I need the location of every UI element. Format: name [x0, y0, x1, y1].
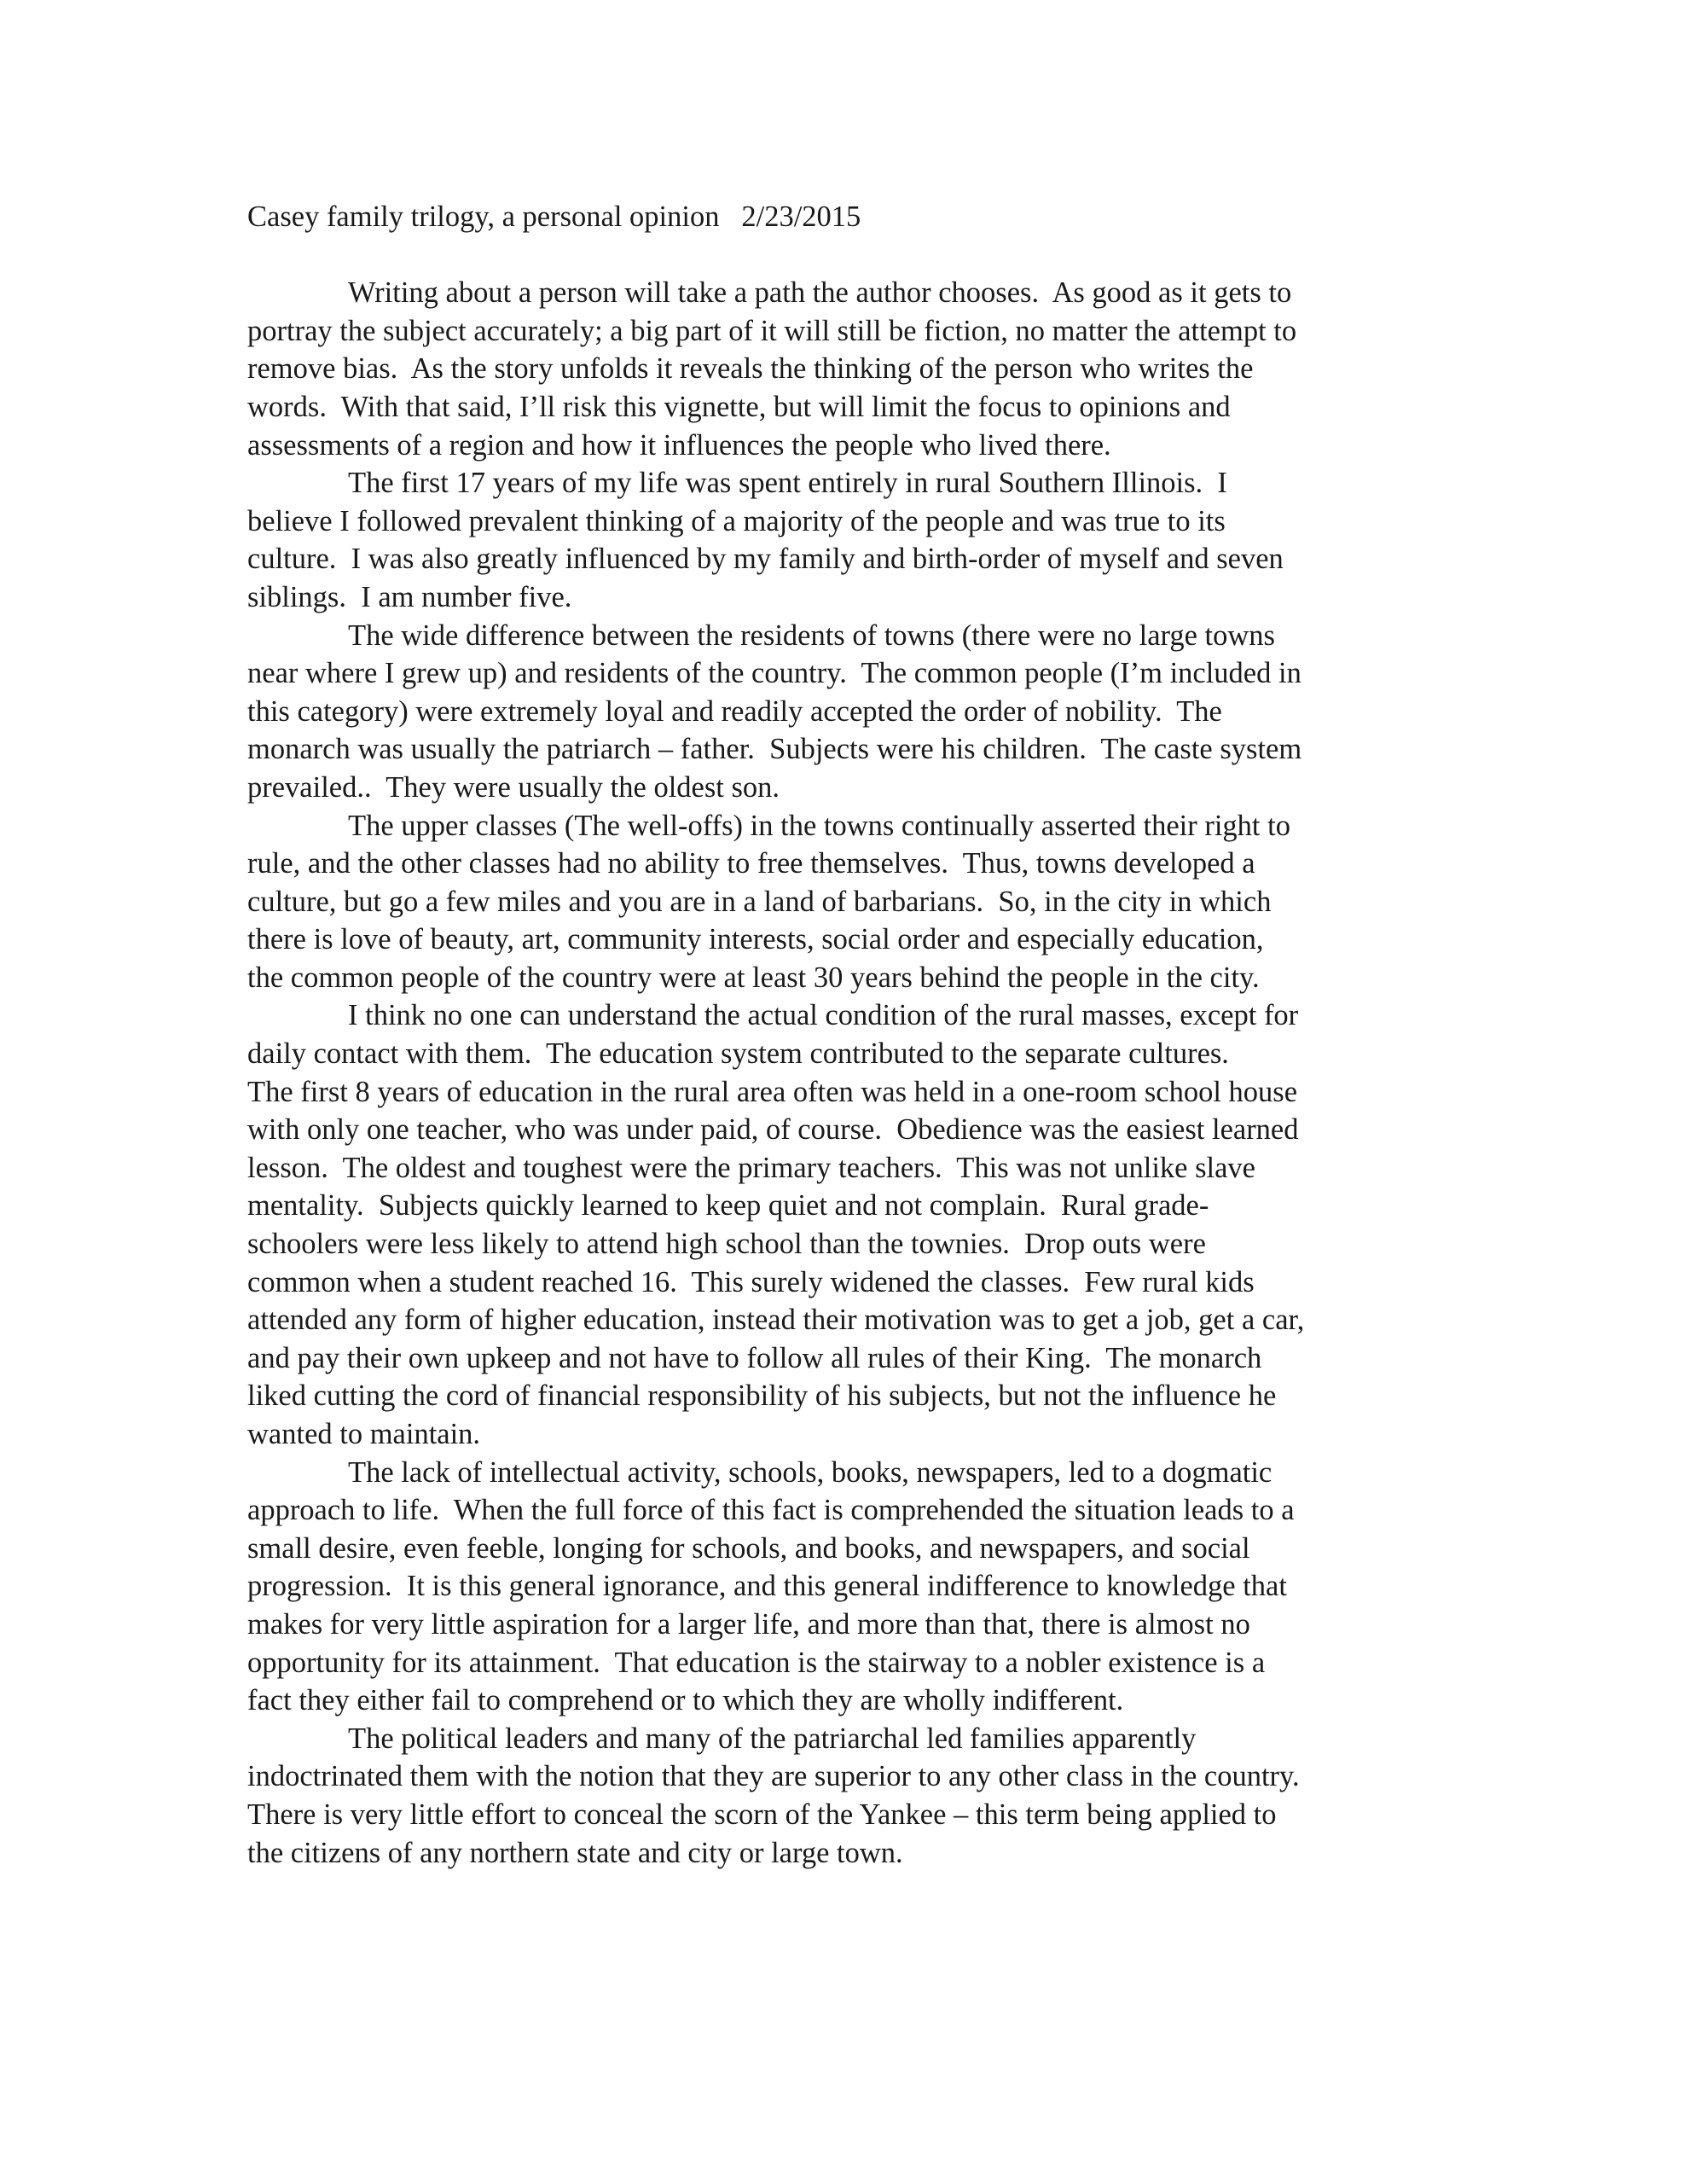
- text-line: culture. I was also greatly influenced by my family and birth-order of myself and seven: [247, 543, 1284, 576]
- text-line: opportunity for its attainment. That education is the stairway to a nobler existence is a: [247, 1646, 1266, 1679]
- text-line: The upper classes (The well-offs) in the towns continually asserted their right to: [348, 809, 1290, 842]
- body-paragraph: [247, 807, 1450, 997]
- text-line: wanted to maintain.: [247, 1418, 481, 1450]
- text-line: believe I followed prevalent thinking of a majority of the people and was true to its: [247, 504, 1226, 537]
- body-paragraph: [247, 464, 1450, 616]
- body-paragraph: [247, 1454, 1450, 1720]
- text-line: indoctrinated them with the notion that they are superior to any other class in the country.: [247, 1760, 1300, 1793]
- text-line: lesson. The oldest and toughest were the primary teachers. This was not unlike slave: [247, 1151, 1255, 1184]
- text-line: approach to life. When the full force of this fact is comprehended the situation leads to a: [247, 1494, 1295, 1527]
- text-line: culture, but go a few miles and you are in a land of barbarians. So, in the city in which: [247, 885, 1272, 918]
- text-line: progression. It is this general ignorance, and this general indifference to knowledge that: [247, 1570, 1287, 1603]
- text-line: remove bias. As the story unfolds it reveals the thinking of the person who writes the: [247, 352, 1254, 386]
- text-line: assessments of a region and how it influences the people who lived there.: [247, 428, 1111, 462]
- text-line: this category) were extremely loyal and readily accepted the order of nobility. The: [247, 694, 1222, 728]
- text-line: liked cutting the cord of financial responsibility of his subjects, but not the influence he: [247, 1380, 1277, 1413]
- text-line: siblings. I am number five.: [247, 580, 572, 613]
- text-line: monarch was usually the patriarch – father. Subjects were his children. The caste system: [247, 733, 1302, 766]
- text-line: portray the subject accurately; a big part of it will still be fiction, no matter the attempt to: [247, 314, 1297, 347]
- text-line: near where I grew up) and residents of the country. The common people (I’m included in: [247, 657, 1301, 690]
- text-line: fact they either fail to comprehend or to which they are wholly indifferent.: [247, 1684, 1124, 1717]
- text-line: small desire, even feeble, longing for schools, and books, and newspapers, and social: [247, 1531, 1250, 1565]
- text-line: The political leaders and many of the patriarchal led families apparently: [348, 1722, 1197, 1755]
- text-line: The wide difference between the residents of towns (there were no large towns: [348, 619, 1275, 652]
- text-line: attended any form of higher education, instead their motivation was to get a job, get a car,: [247, 1304, 1305, 1337]
- text-line: and pay their own upkeep and not have to follow all rules of their King. The monarch: [247, 1341, 1262, 1374]
- document-page: [247, 198, 1450, 1872]
- text-line: there is love of beauty, art, community interests, social order and especially education,: [247, 923, 1264, 956]
- text-line: The first 8 years of education in the rural area often was held in a one-room school house: [247, 1075, 1298, 1108]
- text-line: There is very little effort to conceal the scorn of the Yankee – this term being applied to: [247, 1798, 1277, 1831]
- text-line: words. With that said, I’ll risk this vignette, but will limit the focus to opinions and: [247, 390, 1231, 423]
- text-line: the common people of the country were at least 30 years behind the people in the city.: [247, 961, 1260, 994]
- text-line: daily contact with them. The education system contributed to the separate cultures.: [247, 1037, 1229, 1071]
- text-line: rule, and the other classes had no ability to free themselves. Thus, towns developed a: [247, 847, 1255, 880]
- text-line: makes for very little aspiration for a larger life, and more than that, there is almost no: [247, 1607, 1250, 1641]
- text-line: with only one teacher, who was under paid, of course. Obedience was the easiest learned: [247, 1113, 1299, 1147]
- text-line: prevailed.. They were usually the oldest son.: [247, 770, 780, 804]
- document-title: Casey family trilogy, a personal opinion 2/23/2015: [247, 200, 861, 233]
- body-paragraph: [247, 1720, 1450, 1872]
- text-line: mentality. Subjects quickly learned to keep quiet and not complain. Rural grade-: [247, 1189, 1209, 1223]
- text-line: common when a student reached 16. This surely widened the classes. Few rural kids: [247, 1265, 1255, 1298]
- body-paragraph: [247, 996, 1450, 1453]
- text-line: Writing about a person will take a path the author chooses. As good as it gets to: [348, 276, 1292, 310]
- text-line: the citizens of any northern state and city or large town.: [247, 1836, 903, 1869]
- text-line: schoolers were less likely to attend high school than the townies. Drop outs were: [247, 1228, 1206, 1261]
- text-line: The first 17 years of my life was spent entirely in rural Southern Illinois. I: [348, 467, 1227, 500]
- body-paragraph: [247, 617, 1450, 807]
- text-line: The lack of intellectual activity, schools, books, newspapers, led to a dogmatic: [348, 1455, 1272, 1489]
- body-paragraph: [247, 274, 1450, 464]
- text-line: I think no one can understand the actual condition of the rural masses, except for: [348, 999, 1299, 1032]
- document-body: [247, 274, 1450, 1872]
